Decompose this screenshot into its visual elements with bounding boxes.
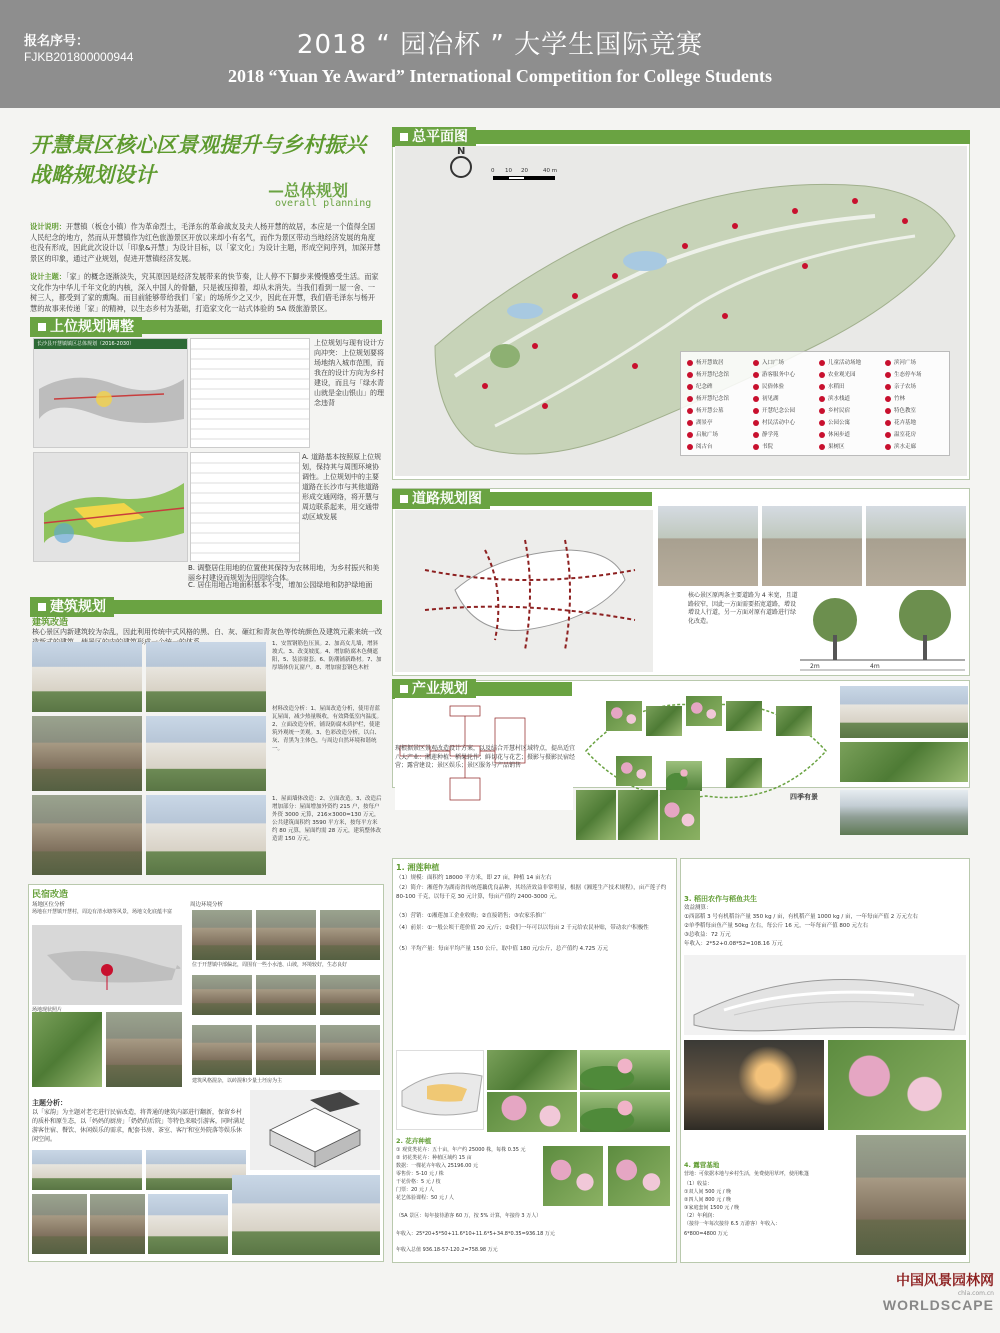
square-icon — [400, 495, 408, 503]
legend-label: 竹林 — [894, 396, 906, 402]
legend-dot-icon — [753, 444, 759, 450]
legend-label: 花卉基地 — [894, 420, 917, 426]
minsu-photos-label: 场地现状照片 — [32, 1007, 63, 1013]
legend-item — [819, 418, 850, 426]
upper-plan-note-4: C. 居住用地占地面积基本不变，增加公园绿地和防护绿地面 — [188, 581, 373, 589]
legend-dot-icon — [687, 360, 693, 366]
flower-line-4: 零售价：5-10 元 / 株 — [396, 1171, 444, 1177]
legend-dot-icon — [885, 360, 891, 366]
axonometric-drawing — [250, 1090, 380, 1170]
crop-photo-7 — [666, 761, 702, 791]
industry-title — [392, 679, 476, 699]
scale-20: 20 — [521, 168, 528, 174]
road-title-text: 道路规划图 — [412, 491, 482, 507]
lotus-line-5: （5）平均产量：每亩平均产量 150 公斤，取中值 180 元/公斤，总产值约 4.725 万元 — [396, 946, 609, 952]
legend-dot-icon — [819, 444, 825, 450]
legend-dot-icon — [819, 420, 825, 426]
legend-item — [753, 394, 779, 402]
crop-photo-1 — [606, 701, 642, 731]
table-lines-2 — [191, 453, 300, 562]
upper-plan-table-2 — [190, 452, 300, 562]
legend-dot-icon — [753, 372, 759, 378]
road-desc: 核心景区原两条主要道路为 4 米宽，且道路较窄，因此一方面需要拓宽道路，增设增设人行道，另一方面对原有道路进行绿化改造。 — [688, 592, 798, 625]
industry-desc: 现根据景区景观改造设计方案，以及结合开慧村区域特点，提出适宜八大产业：湘莲种植：稻果轮作；鲜切花与花艺；摄影与摄影民宿经营；露营建设；景区娱乐；景区服务与产品销售 — [395, 745, 576, 769]
legend-item — [819, 406, 850, 414]
masterplan-map — [395, 146, 967, 476]
theme-text: 「家」的概念逐渐淡失，究其原因是经济发展带来的快节奏，让人停不下脚步来慢慢感受生活。而家文化作为中华儿千年文化的内核，深入中国人的骨髓，只是被压抑着，却从未消失。当我们看到一屋一舍、一树三人，都受到了家的熏陶。而目前能够带给我们「家」的场所少之又少，因此在开慧，我们借毛泽东与杨开慧的故事来传递「家」的精神，以生态乡村为基础，打造家文化一站式体验的 5A 级旅游景区。 — [30, 272, 379, 313]
north-arrow-icon — [450, 156, 472, 178]
industry-render-1 — [840, 686, 968, 738]
legend-label: 水稻田 — [828, 384, 845, 390]
legend-dot-icon — [753, 360, 759, 366]
square-icon — [38, 323, 46, 331]
upper-plan-table-1 — [190, 338, 310, 448]
minsu-near-photo-8 — [256, 1025, 316, 1075]
legend-dot-icon — [885, 420, 891, 426]
map-caption: 长沙县开慧镇镇区总体规划（2016-2030） — [34, 339, 187, 349]
upper-plan-map — [33, 338, 188, 448]
rice-line-2: ①西部稻 3 号有机稻谷产量 350 kg / 亩，有机稻产量 1000 kg / 亩，一年每亩产值 2 万元左右 — [684, 914, 918, 920]
legend-item — [819, 430, 850, 438]
rice-line-3: ②单季稻每亩鱼产量 50kg 左右，每公斤 16 元，一年每亩产值 800 元左右 — [684, 923, 869, 929]
legend-dot-icon — [885, 444, 891, 450]
logo-en: WORLDSCAPE — [882, 1297, 994, 1313]
minsu-render-2 — [146, 1150, 246, 1190]
lotus-aerial — [487, 1050, 577, 1090]
minsu-near-photo-9 — [320, 1025, 380, 1075]
legend-dot-icon — [885, 432, 891, 438]
minsu-near-photo-3 — [320, 910, 380, 960]
minsu-near-photo-4 — [192, 975, 252, 1015]
adjusted-plan-map — [33, 452, 188, 562]
building-subtitle: 建筑改造 — [32, 618, 69, 628]
camp-line-2: （1）收益： — [684, 1181, 713, 1187]
minsu-near-photo-6 — [320, 975, 380, 1015]
legend-item — [687, 370, 729, 378]
legend-item — [753, 418, 795, 426]
rice-map — [684, 955, 966, 1035]
road-photo-3 — [866, 506, 966, 586]
legend-dot-icon — [819, 360, 825, 366]
minsu-theme-text: 以「家韵」为主题对老宅进行民宿改造，将普通的建筑内部进行翻新，保留乡村的质朴和原生态，以「妈妈的厨房」「奶奶的后院」等特色来吸引游客，同时满足游客住宿、餐饮、休闲娱乐的需求，配套书房、茶室、客厅和室外院落等娱乐休闲空间。 — [32, 1109, 246, 1143]
minsu-aerial-1 — [32, 1012, 102, 1087]
legend-label: 滨水走廊 — [894, 444, 917, 450]
building-photo-before-2 — [32, 716, 142, 791]
camp-line-5: ③家庭套间 1500 元 / 晚 — [684, 1205, 740, 1211]
building-title — [30, 597, 114, 617]
masterplan-title-text: 总平面图 — [412, 129, 468, 145]
minsu-photo-1 — [106, 1012, 182, 1087]
legend-item — [819, 394, 850, 402]
minsu-loc-desc: 场地在开慧镇开慧村，周边有清水塘等风景，场地文化底蕴丰富 — [32, 909, 173, 915]
legend-item — [819, 358, 861, 366]
crop-photo-4 — [726, 701, 762, 731]
legend-label: 儿童活动场地 — [828, 360, 862, 366]
legend-label: 杨开慧纪念馆 — [696, 372, 730, 378]
minsu-loc-label: 场地区位分析 — [32, 902, 66, 908]
legend-item — [753, 430, 779, 438]
legend-dot-icon — [687, 432, 693, 438]
flower-line-2: ② 切花类花卉：种植区域约 15 亩 — [396, 1155, 472, 1161]
table-lines-1 — [191, 339, 310, 448]
rice-map-drawing — [684, 955, 966, 1035]
logo-cn: 中国风景园林网 — [896, 1273, 994, 1289]
legend-dot-icon — [687, 408, 693, 414]
legend-item — [753, 370, 795, 378]
minsu-axonometric — [250, 1090, 380, 1170]
flower-line-9: 年收入：25*20+5*50+11.6*10+11.6*5+34.8*0.35=936.18 万元 — [396, 1231, 555, 1237]
legend-label: 初见湖 — [762, 396, 779, 402]
road-dim-2m: 2m — [810, 663, 820, 670]
minsu-render-1 — [32, 1150, 142, 1190]
road-photo-1 — [658, 506, 758, 586]
crop-photo-9 — [576, 790, 616, 840]
legend-item — [885, 406, 916, 414]
legend-label: 启航广场 — [696, 432, 719, 438]
building-photo-before-3 — [32, 795, 142, 875]
minsu-photo-3 — [90, 1194, 145, 1254]
crop-photo-2 — [646, 706, 682, 736]
rice-line-1: 效益测算： — [684, 905, 712, 911]
crop-photo-8 — [726, 758, 762, 788]
rice-line-5: 年收入：2*52+0.08*52=108.16 万元 — [684, 941, 783, 947]
flower-line-1: ① 观赏类花卉：五十亩，年产约 25000 株，每株 0.35 元 — [396, 1147, 526, 1153]
legend-label: 杨开慧纪念馆 — [696, 396, 730, 402]
rice-title: 3. 稻田农作与稻鱼共生 — [684, 895, 757, 903]
design-label: 设计说明： — [30, 222, 66, 231]
lotus-title: 1. 湘莲种植 — [396, 863, 440, 872]
rice-flower-render — [828, 1040, 966, 1130]
road-title — [392, 489, 490, 509]
camp-photo — [856, 1135, 966, 1255]
legend-item — [687, 430, 718, 438]
legend-item — [753, 382, 784, 390]
square-icon — [400, 133, 408, 141]
poster-header — [0, 0, 1000, 108]
camp-line-7: （接待一年每次接待 6.5 万游客）年收入： — [684, 1221, 781, 1227]
flower-line-5: 干花价格：5 元 / 枝 — [396, 1179, 441, 1185]
industry-title-text: 产业规划 — [412, 681, 468, 697]
legend-dot-icon — [687, 396, 693, 402]
legend-dot-icon — [687, 372, 693, 378]
footer-logo — [874, 1270, 994, 1313]
legend-label: 杨开慧故居 — [696, 360, 724, 366]
legend-label: 湖景亭 — [696, 420, 713, 426]
square-icon — [38, 603, 46, 611]
lotus-photo-3 — [580, 1092, 670, 1132]
scale-10: 10 — [505, 168, 512, 174]
building-title-text: 建筑规划 — [50, 599, 106, 615]
design-statement — [30, 222, 382, 264]
industry-render-3 — [840, 790, 968, 835]
lotus-line-2: （2）简介：湘莲作为湖南省传统莲藕优良品种，其经济效益非常明显，根据《湘莲生产技术规程》，亩产莲子约 80-100 千克，以每千克 30 元计算，每亩产值约 2400-3000 元。 — [396, 885, 667, 900]
design-text: 开慧镇（板仓小镇）作为革命烈士，毛泽东的革命战友及夫人杨开慧的故居，本应是一个值得全国人民纪念的地方，然而从开慧镇作为红色旅游景区开放以来却小有名气，而作为景区带动当地经济发展的角度也没有形成，因此此次设计以「印象&开慧」为设计目标，以「家文化」为设计主题，形成空间序列，加深开慧景区的印象，通过产业规划，促进开慧镇经济发展。 — [30, 222, 381, 263]
crop-photo-10 — [618, 790, 658, 840]
camp-line-8: 6*800=4800 万元 — [684, 1231, 728, 1237]
minsu-photo-2 — [32, 1194, 87, 1254]
scale-0: 0 — [491, 168, 495, 174]
legend-item — [885, 418, 916, 426]
legend-label: 公园公寓 — [828, 420, 851, 426]
logo-url: chla.com.cn — [957, 1290, 994, 1297]
legend-dot-icon — [687, 384, 693, 390]
legend-dot-icon — [819, 372, 825, 378]
minsu-near-item-2: 位于开慧镇中部偏北，周围有一些小水池、山坡，环境较好，生态良好 — [192, 962, 348, 968]
camp-title: 4. 露营基地 — [684, 1161, 720, 1169]
legend-dot-icon — [753, 408, 759, 414]
industry-season-label: 四季有景 — [790, 793, 818, 801]
design-theme — [30, 272, 382, 314]
legend-item — [687, 442, 713, 450]
legend-dot-icon — [885, 408, 891, 414]
project-subtitle: —总体规划 — [268, 181, 349, 200]
building-steps: 1、安置钢筋色压顶。2、加高女儿墙，增斜坡式。3、改变坡度。4、增加防腐木色侧遮阳，5、装添窗套。6、防潮铺新路材。7、加厚墙体仿瓦窗户。8、增加窗套钢色木桩 — [272, 641, 382, 671]
upper-plan-map-drawing — [34, 349, 188, 448]
lotus-line-3: （3）营销：①湘莲加工企业收购；②直接销售；③农家乐推广 — [396, 913, 547, 919]
legend-dot-icon — [819, 384, 825, 390]
masterplan-title — [392, 127, 476, 147]
road-dim-4m: 4m — [870, 663, 880, 670]
legend-label: 入口广场 — [762, 360, 785, 366]
square-icon — [400, 685, 408, 693]
legend-item — [885, 394, 905, 402]
crop-photo-5 — [776, 706, 812, 736]
masterplan-legend — [680, 351, 950, 456]
road-section-drawing — [800, 590, 965, 675]
lotus-photo-1 — [580, 1050, 670, 1090]
upper-plan-title-text: 上位规划调整 — [50, 319, 134, 335]
minsu-render-3 — [148, 1194, 228, 1254]
building-cost: 1、屋面墙体改造：2、立面改造。3、改造后增加部分：屋面增加外资约 215 户，按每户外资 3000 元算，216×3000=130 万元，公共建筑面积约 3590 平方米，按每平方米约 80 元算，屋面约需 28 万元，建筑整体改造需 150 万元。 — [272, 796, 382, 842]
flower-line-6: 门票：20 元 / 人 — [396, 1187, 434, 1193]
crop-photo-6 — [616, 756, 652, 786]
camp-line-6: （2）年利润： — [684, 1213, 718, 1219]
minsu-location-map — [32, 925, 182, 1005]
legend-item — [687, 394, 729, 402]
legend-label: 纪念碑 — [696, 384, 713, 390]
legend-label: 特色教室 — [894, 408, 917, 414]
minsu-render-4 — [232, 1175, 380, 1255]
lotus-line-1: （1）规模：面积约 18000 平方米，即 27 亩，种植 14 亩左右 — [396, 875, 552, 881]
legend-item — [885, 430, 916, 438]
legend-label: 游客服务中心 — [762, 372, 796, 378]
north-label: N — [457, 146, 466, 157]
legend-item — [753, 358, 784, 366]
road-photo-2 — [762, 506, 862, 586]
camp-line-4: ②四人间 800 元 / 晚 — [684, 1197, 732, 1203]
crop-photo-3 — [686, 696, 722, 726]
legend-item — [885, 442, 916, 450]
legend-label: 亲子农场 — [894, 384, 917, 390]
upper-plan-note-2: A. 道路基本按照原上位规划，保持其与周围环境协调性。上位规划中的主要道路在长沙市与其他道路形成交通网络，将开慧与周边联系起来，用交通带动区域发展 — [302, 453, 382, 521]
legend-label: 生态停车场 — [894, 372, 922, 378]
industry-render-2 — [840, 742, 968, 782]
minsu-near-photo-1 — [192, 910, 252, 960]
crop-photo-11 — [660, 790, 700, 840]
legend-item — [819, 370, 856, 378]
upper-plan-title — [30, 317, 142, 337]
legend-item — [885, 382, 916, 390]
legend-dot-icon — [885, 396, 891, 402]
lotus-map-drawing — [397, 1051, 484, 1130]
rice-line-4: ③总收益：72 万元 — [684, 932, 731, 938]
building-material: 材料改造分析：1、屋面改造分析，使用青蓝瓦屋面，减少热量吸收，有效降低室内温度。2、立面改造分析，铺设防腐木质护栏，使建筑外观统一美观。3、色彩改造分析，以白、灰、青黑为主体色，与周边自然环境和谐统一。 — [272, 706, 383, 752]
building-photo-after-2 — [146, 716, 266, 791]
flower-photo-2 — [608, 1146, 670, 1206]
minsu-title: 民宿改造 — [32, 890, 69, 900]
competition-title-cn: 2018 “ 园冶杯 ” 大学生国际竞赛 — [296, 30, 704, 60]
legend-label: 滨水栈道 — [828, 396, 851, 402]
flower-line-8: （5A 景区：每年接待游客 60 万，按 5% 计算，年接待 3 万人） — [396, 1213, 542, 1219]
building-photo-after-3 — [146, 795, 266, 875]
camp-line-3: ①双人间 500 元 / 晚 — [684, 1189, 732, 1195]
project-subtitle-en: overall planning — [275, 198, 372, 209]
legend-item — [819, 382, 845, 390]
registration-label: 报名序号： — [24, 34, 90, 49]
minsu-near-label: 周边环境分析 — [190, 902, 224, 908]
legend-dot-icon — [753, 384, 759, 390]
building-photo-after-1 — [146, 642, 266, 712]
legend-item — [885, 358, 916, 366]
minsu-near-photo-2 — [256, 910, 316, 960]
legend-dot-icon — [819, 408, 825, 414]
masterplan-bar — [392, 130, 970, 144]
legend-label: 村民活动中心 — [762, 420, 796, 426]
legend-label: 乡村民宿 — [828, 408, 851, 414]
legend-label: 果树区 — [828, 444, 845, 450]
legend-label: 民俗体验 — [762, 384, 785, 390]
road-map — [395, 510, 653, 672]
flower-title: 2. 花卉种植 — [396, 1137, 432, 1145]
road-drawing — [395, 510, 653, 672]
legend-item — [753, 442, 773, 450]
minsu-near-photo-5 — [256, 975, 316, 1015]
legend-item — [687, 358, 724, 366]
legend-label: 阅古台 — [696, 444, 713, 450]
registration-number: FJKB201800000944 — [24, 50, 134, 64]
legend-label: 静学苑 — [762, 432, 779, 438]
building-photo-before-1 — [32, 642, 142, 712]
legend-item — [687, 418, 713, 426]
building-desc: 核心景区内新建筑较为杂乱，因此利用传统中式风格的黑、白、灰、砸红和青灰色等传统颜色及建筑元素来统一改 形成 — [32, 628, 382, 646]
legend-label: 开慧纪念公园 — [762, 408, 796, 414]
legend-dot-icon — [687, 420, 693, 426]
project-title: 开慧景区核心区景观提升与乡村振兴战略规划设计 — [30, 133, 366, 187]
adjusted-plan-drawing — [34, 453, 188, 562]
legend-label: 书院 — [762, 444, 774, 450]
legend-label: 杨开慧公墓 — [696, 408, 724, 414]
scale-bar — [493, 176, 555, 180]
flower-line-3: 数据：一棵花卉年收入 25196.00 元 — [396, 1163, 479, 1169]
legend-item — [687, 382, 713, 390]
legend-dot-icon — [753, 432, 759, 438]
legend-item — [885, 370, 922, 378]
minsu-near-item-3: 建筑风格混杂，以砖混和少量土坯房为主 — [192, 1078, 283, 1084]
minsu-near-photo-7 — [192, 1025, 252, 1075]
legend-item — [687, 406, 724, 414]
flower-photo-1 — [543, 1146, 603, 1206]
lotus-line-4: （4）前景：①一般公顷干莲价值 20 元/斤；②我们一年可以以每亩 2 千元给农民补贴，带动农户积极性 — [396, 925, 649, 931]
road-section — [800, 590, 965, 675]
legend-dot-icon — [819, 396, 825, 402]
legend-label: 农业观光园 — [828, 372, 856, 378]
legend-dot-icon — [885, 372, 891, 378]
scale-40: 40 m — [543, 168, 558, 174]
lotus-map — [396, 1050, 484, 1130]
theme-label: 设计主题： — [30, 272, 66, 281]
upper-plan-note-3: B. 调整居住用地的位置使其保持为农林用地，为乡村振兴和美丽乡村建设而规划为田园综合体。 — [188, 564, 380, 582]
competition-title-en: 2018 “Yuan Ye Award” International Competition for College Students — [227, 66, 773, 86]
legend-label: 休闲步道 — [828, 432, 851, 438]
camp-line-1: 营地：可依据本地与乡村生活，免费使用草坪，使用帐篷 — [684, 1171, 810, 1177]
minsu-theme-label: 主题分析： — [32, 1099, 67, 1107]
legend-label: 滨河广场 — [894, 360, 917, 366]
flower-line-7: 花艺体验课程：50 元 / 人 — [396, 1195, 454, 1201]
legend-dot-icon — [687, 444, 693, 450]
legend-item — [753, 406, 795, 414]
flower-line-10: 年收入总值 936.18-57-120.2=758.98 万元 — [396, 1247, 498, 1253]
legend-dot-icon — [753, 396, 759, 402]
minsu-map-drawing — [32, 925, 182, 1005]
legend-dot-icon — [753, 420, 759, 426]
lotus-photo-2 — [487, 1092, 577, 1132]
legend-item — [819, 442, 845, 450]
legend-label: 温室花房 — [894, 432, 917, 438]
rice-night-render — [684, 1040, 824, 1130]
legend-dot-icon — [819, 432, 825, 438]
legend-dot-icon — [885, 384, 891, 390]
upper-plan-note-1: 上位规划与现有设计方向冲突：上位规划要将场地纳入城市范围，而我在的设计方向为乡村建设，而且与「绿水青山就是金山银山」的理念违背 — [314, 339, 384, 407]
